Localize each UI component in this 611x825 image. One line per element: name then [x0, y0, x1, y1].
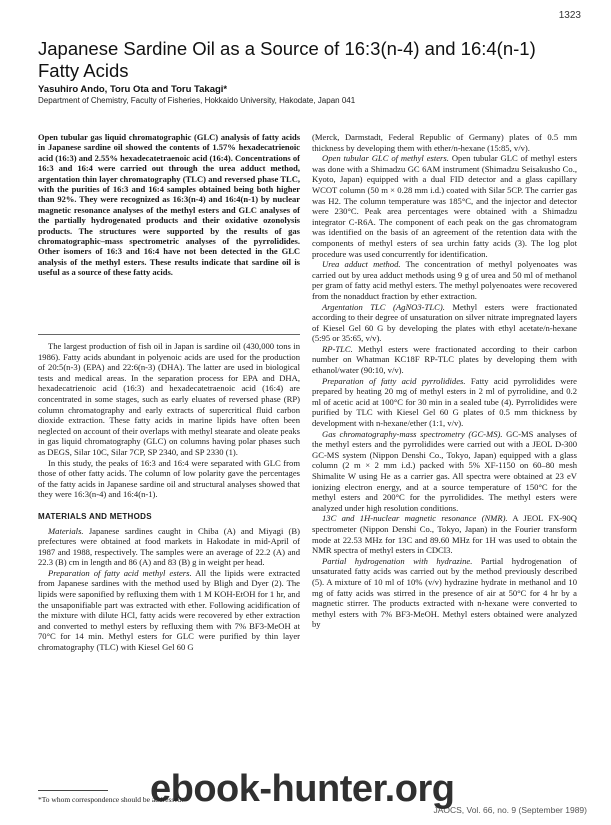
glc-paragraph [312, 153, 577, 259]
correspondence-footnote: *To whom correspondence should be addressed. [38, 795, 184, 804]
argentation-paragraph [312, 302, 577, 344]
article-title: Japanese Sardine Oil as a Source of 16:3(n-4) and 16:4(n-1) Fatty Acids [38, 38, 536, 81]
prep-label: Preparation of fatty acid methyl esters. [48, 567, 192, 578]
rp-tlc-text: Methyl esters were fractionated according to their carbon number on Whatman KC18F RP-TLC plates by developing them with ethanol/water (90:10, v/v). [312, 343, 577, 376]
pyrrolidides-paragraph [312, 376, 577, 429]
nmr-text: A JEOL FX-90Q spectrometer (Nippon Denshi Co., Tokyo, Japan) in the Fourier transform mode at 22.53 MHz for 13C and 89.60 MHz for 1H was used to obtain the NMR spectra of methyl esters in CDCl3. [312, 513, 577, 556]
materials-paragraph [38, 526, 300, 568]
argentation-text: Methyl esters were fractionated according to their degree of unsaturation on silver nitrate impregnated layers of Kiesel Gel 60 G by developing the plates with ethyl acetate/n-hexane (5:95 or 35:65, v/v). [312, 301, 577, 344]
author-list: Yasuhiro Ando, Toru Ota and Toru Takagi* [38, 84, 228, 95]
left-column-body [38, 341, 300, 653]
watermark: ebook-hunter.org [150, 768, 455, 810]
right-column-body [312, 132, 577, 630]
intro-paragraph-2: In this study, the peaks of 16:3 and 16:4 were separated with GLC from those of other fatty acids. The column of low polarity gave the percentages of the fatty acids in Japanese sardine oil and structural analyses showed that they were 16:3(n-4) and 16:4(n-1). [38, 457, 300, 500]
prep-text: All the lipids were extracted from Japanese sardines with the method used by Bligh and Dyer (2). The lipids were saponified by refluxing them with 1 M KOH-EtOH for 1 hr, and the unsaponifiable part was extracted with ether. Following acidification of the mixture with dilute HCl, fatty acids were recovered by ether extraction and converted to methyl esters by refluxing them with 7% BF3-MeOH at 70°C for 14 min. Methyl esters for GLC were purified by thin layer chromatography (TLC) with Kiesel Gel 60 G [38, 567, 300, 653]
pyrrolidides-label: Preparation of fatty acid pyrrolidides. [322, 375, 466, 386]
argentation-label: Argentation TLC (AgNO3-TLC). [322, 301, 445, 312]
abstract-text: Open tubular gas liquid chromatographic (GLC) analysis of fatty acids in Japanese sardine oil showed the contents of 1.57% hexadecatrienoic acid (16:3) and 2.55% hexadecatetraenoic acid (16:4). Concentrations of 16:3 and 16:4 were carried out through the urea adduct method, argentation thin layer chromatography (TLC) and reversed phase TLC, with the purities of 16:3 and 16:4 samples obtained being both higher than 92%. They were recognized as 16:3(n-4) and 16:4(n-1) by nuclear magnetic resonance analyses of the methyl esters and GLC analyses of the partially hydrogenated products and their oxidative ozonolysis products. The structures were supported by the results of gas chromatographic–mass spectrometric analyses of the pyrrolidides. Other isomers of 16:3 and 16:4 have not been detected in the GLC analysis of the methyl esters. These results indicate that sardine oil is useful as a source of these fatty acids. [38, 132, 300, 278]
nmr-paragraph [312, 513, 577, 555]
section-heading-materials-methods: MATERIALS AND METHODS [38, 511, 152, 521]
journal-footer: JAOCS, Vol. 66, no. 9 (September 1989) [433, 805, 587, 815]
urea-label: Urea adduct method. [322, 259, 401, 270]
gcms-text: GC-MS analyses of the methyl esters and the pyrrolidides were carried out with a JEOL D-300 GC-MS system (Nippon Denshi Co., Tokyo, Japan) equipped with a glass column (2 m × 2 mm i.d.) packed with 5% XF-1150 on 60–80 mesh Shimalite W using He as a carrier gas. All spectra were obtained at 23 eV ionizing electron energy, and at a source temperature of 150°C for the methyl esters and 200°C for the pyrrolidides. The methyl esters were analyzed under high resolution conditions. [312, 428, 577, 513]
gcms-paragraph [312, 429, 577, 514]
pyrrolidides-text: Fatty acid pyrrolidides were prepared by heating 20 mg of methyl esters in 2 ml of pyrrolidine, and 0.2 ml of acetic acid at 100°C for 30 min in a sealed tube (4). Pyrrolidides were purified by TLC with Kiesel Gel 60 G plates of 0.5 mm thickness by development with n-hexane/ether (1:1, v/v). [312, 375, 577, 429]
nmr-label: 13C and 1H-nuclear magnetic resonance (NMR). [322, 513, 508, 524]
hydrogenation-paragraph [312, 556, 577, 630]
hydrogenation-text: Partial hydrogenation of unsaturated fatty acids was carried out by the method previously described (5). A mixture of 10 ml of 10% (v/v) hydrazine hydrate in methanol and 10 mg of fatty acids was stirred in the presence of air at 50°C for 4 hr by a magnetic stirrer. The products extracted with n-hexane were converted to methyl esters with 7% BF3-MeOH. Methyl esters obtained were analyzed by [312, 555, 577, 630]
right-continuation-paragraph: (Merck, Darmstadt, Federal Republic of Germany) plates of 0.5 mm thickness by developing them with ether/n-hexane (15:85, v/v). [312, 132, 577, 153]
abstract-divider [38, 334, 300, 335]
materials-label: Materials. [48, 525, 84, 536]
abstract [38, 132, 300, 278]
glc-text: Open tubular GLC of methyl esters was done with a Shimadzu GC 6AM instrument (Shimadzu Seisakusho Co., Kyoto, Japan) equipped with a dual FID detector and a glass capillary WCOT column (50 m × 0.28 mm i.d.) coated with Silar 5CP. The carrier gas was H2. The column temperature was 185°C, and the injector and detector were 230°C. Peak area percentages were obtained with a Shimadzu integrator C-R6A. The component of each peak on the gas chromatogram was identified on the basis of an agreement of the retention data with the components of methyl esters of sea urchin fatty acids (3). The log plot procedure was used concurrently for identification. [312, 153, 578, 259]
rp-tlc-label: RP-TLC. [322, 343, 353, 354]
affiliation: Department of Chemistry, Faculty of Fisheries, Hokkaido University, Hakodate, Japan 041 [38, 96, 356, 105]
hydrogenation-label: Partial hydrogenation with hydrazine. [322, 555, 473, 566]
intro-paragraph-1: The largest production of fish oil in Japan is sardine oil (430,000 tons in 1986). Fatty acids abundant in polyenoic acids are used for the production of 20:5(n-3) (EPA) and 22:6(n-3) (DHA). The latter are used in biological tests and medical areas. In the separation process for EPA and DHA, hexadecatrienoic acid (16:3) and hexadecatetraenoic acid (16:4) are concentrated in some stages, such as early eluates of reversed phase (RP) column chromatography and early extracts of supercritical fluid carbon dioxide extraction. These fatty acids in marine lipids have often been neglected on account of their overlaps with methyl stearate and oleate peaks in gas liquid chromatography (GLC) on columns having polar phases such as DEGS, Silar 10C, Silar 7CP, SP 2340, and SP 2330 (1). [38, 341, 300, 457]
footnote-divider [38, 790, 108, 791]
page-number: 1323 [558, 10, 581, 21]
prep-methyl-esters-paragraph [38, 568, 300, 653]
materials-text: Japanese sardines caught in Chiba (A) and Miyagi (B) prefectures were obtained at food markets in Hakodate in mid-April of 1987 and 1988, respectively. The samples were an average of 22.2 (A) and 22.3 (B) cm in length and 86 (A) and 83 (B) g in weight per head. [38, 525, 301, 568]
urea-text: The concentration of methyl polyenoates was carried out by urea adduct methods using 9 g of urea and 50 ml of methanol per gram of fatty acid methyl esters. The methyl polyenoates were recovered from the nonadduct fraction by ether extraction. [312, 259, 577, 301]
rp-tlc-paragraph [312, 344, 577, 376]
glc-label: Open tubular GLC of methyl esters. [322, 153, 449, 164]
gcms-label: Gas chromatography-mass spectrometry (GC-MS). [322, 428, 503, 439]
urea-paragraph [312, 259, 577, 301]
